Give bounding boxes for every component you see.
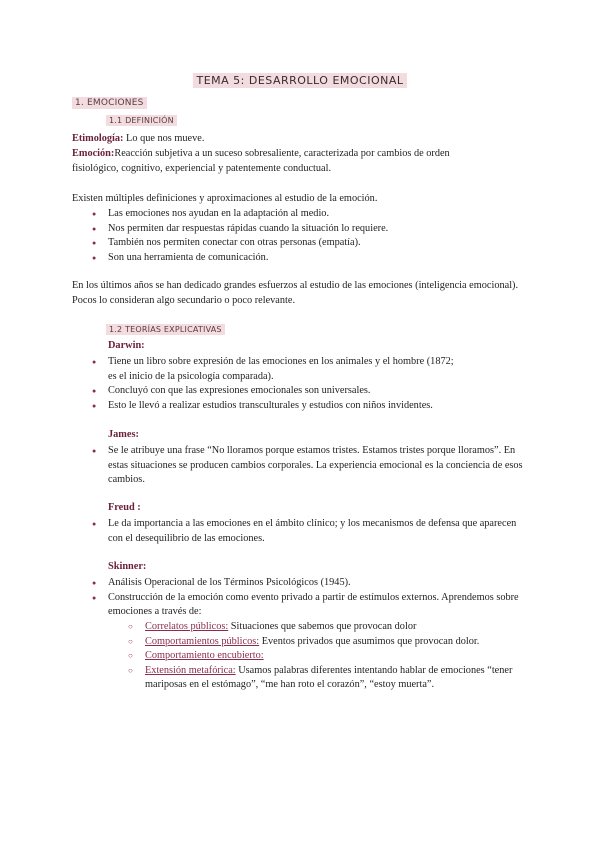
etimologia-line: Etimología: Lo que nos mueve. (72, 133, 205, 144)
list-item: ● Son una herramienta de comunicación. (92, 251, 388, 266)
subsection-heading-definicion: 1.1 DEFINICIÓN (106, 116, 177, 125)
skinner-sublist (128, 620, 518, 693)
james-list (92, 444, 527, 488)
skinner-list (92, 576, 532, 620)
emotion-benefits-list (92, 207, 388, 265)
list-item: ● Le da importancia a las emociones en el ámbito clínico; y los mecanismos de defensa que aparecen con el desequilibrio de las emociones. (92, 517, 522, 546)
freud-list (92, 517, 522, 546)
list-item: ○ Extensión metafórica: Usamos palabras diferentes intentando hablar de emociones “tener mariposas en el estómago”, “me han roto el corazón”, “estoy muerta”. (128, 664, 518, 693)
emocion-line-2: fisiológico, cognitivo, experiencial y patentemente conductual. (72, 163, 332, 174)
list-item: ● Se le atribuye una frase “No lloramos porque estamos tristes. Estamos tristes porque lloramos”. En estas situaciones se producen cambios corporales. La experiencia emocional es la conciencia de esos cambios. (92, 444, 527, 488)
list-item: ● Las emociones nos ayudan en la adaptación al medio. (92, 207, 388, 222)
list-item: ● Esto le llevó a realizar estudios transculturales y estudios con niños invidentes. (92, 399, 532, 414)
intro-text: Existen múltiples definiciones y aproximaciones al estudio de la emoción. (72, 193, 378, 204)
list-item: ● Tiene un libro sobre expresión de las emociones en los animales y el hombre (1872; es el inicio de la psicología comparada). (92, 355, 532, 384)
paragraph-inteligencia: En los últimos años se han dedicado grandes esfuerzos al estudio de las emociones (inteligencia emocional). Pocos lo consideran algo secundario o poco relevante. (72, 280, 519, 306)
darwin-heading: Darwin: (108, 340, 145, 351)
james-heading: James: (108, 429, 139, 440)
list-item: ● También nos permiten conectar con otras personas (empatía). (92, 236, 388, 251)
list-item: ○ Comportamiento encubierto: (128, 649, 518, 664)
skinner-heading: Skinner: (108, 561, 147, 572)
emocion-line: Emoción:Reacción subjetiva a un suceso sobresaliente, caracterizada por cambios de orden (72, 148, 450, 159)
list-item: ● Construcción de la emoción como evento privado a partir de estímulos externos. Aprendemos sobre emociones a través de: (92, 591, 532, 620)
darwin-list (92, 355, 532, 413)
list-item: ● Análisis Operacional de los Términos Psicológicos (1945). (92, 576, 532, 591)
list-item: ● Nos permiten dar respuestas rápidas cuando la situación lo requiere. (92, 222, 388, 237)
section-heading-emociones: 1. EMOCIONES (72, 98, 147, 108)
page-title: TEMA 5: DESARROLLO EMOCIONAL (0, 74, 600, 87)
list-item: ● Concluyó con que las expresiones emocionales son universales. (92, 384, 532, 399)
subsection-heading-teorias: 1.2 TEORÍAS EXPLICATIVAS (106, 325, 225, 334)
list-item: ○ Correlatos públicos: Situaciones que sabemos que provocan dolor (128, 620, 518, 635)
freud-heading: Freud : (108, 502, 141, 513)
list-item: ○ Comportamientos públicos: Eventos privados que asumimos que provocan dolor. (128, 635, 518, 650)
